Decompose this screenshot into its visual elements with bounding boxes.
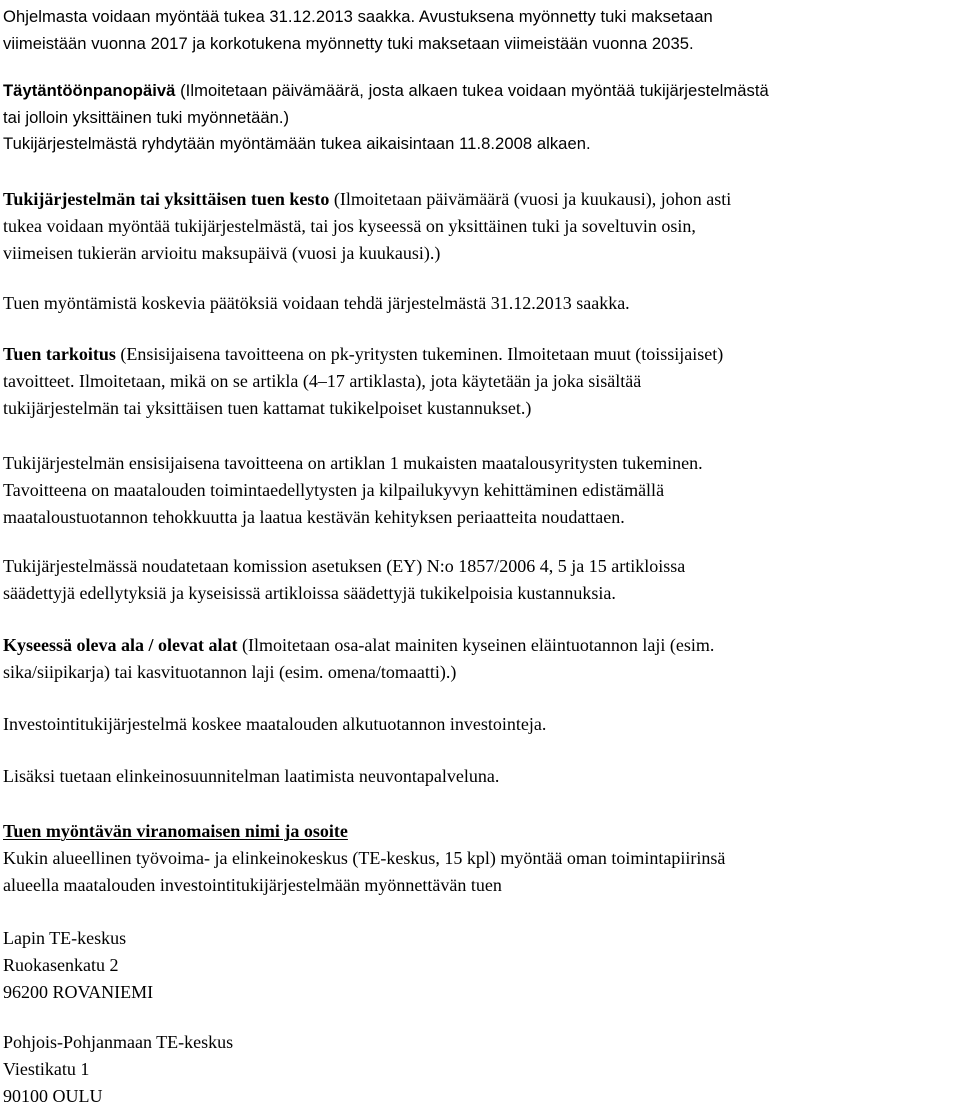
regulation-line-2: säädettyjä edellytyksiä ja kyseisissä artikloissa säädettyjä tukikelpoisia kustannuksia.: [3, 583, 616, 603]
sector-explanation-1: (Ilmoitetaan osa-alat mainiten kyseinen eläintuotannon laji (esim.: [237, 635, 715, 655]
sector-explanation-2: sika/siipikarja) tai kasvituotannon laji (esim. omena/tomaatti).): [3, 662, 457, 682]
sector-answer: Investointitukijärjestelmä koskee maatalouden alkutuotannon investointeja.: [3, 714, 547, 734]
authority-heading: Tuen myöntävän viranomaisen nimi ja osoite: [3, 821, 348, 841]
authority-text-1: Kukin alueellinen työvoima- ja elinkeinokeskus (TE-keskus, 15 kpl) myöntää oman toimintapiirinsä: [3, 848, 726, 868]
office-lapin: [3, 925, 958, 1006]
purpose-explanation-3: tukijärjestelmän tai yksittäisen tuen kattamat tukikelpoiset kustannukset.): [3, 398, 532, 418]
duration-explanation-1: (Ilmoitetaan päivämäärä (vuosi ja kuukausi), johon asti: [329, 189, 732, 209]
purpose-answer-1: Tukijärjestelmän ensisijaisena tavoitteena on artiklan 1 mukaisten maatalousyritysten tukeminen.: [3, 453, 703, 473]
implementation-date-heading: Täytäntöönpanopäivä: [3, 81, 176, 100]
duration-answer-block: [3, 290, 958, 317]
implementation-date-explanation-2: tai jolloin yksittäinen tuki myönnetään.): [3, 107, 290, 127]
purpose-heading: Tuen tarkoitus: [3, 344, 116, 364]
office-street: Viestikatu 1: [3, 1059, 90, 1079]
implementation-date-section: [3, 78, 958, 158]
office-name: Pohjois-Pohjanmaan TE-keskus: [3, 1032, 234, 1052]
sector-heading: Kyseessä oleva ala / olevat alat: [3, 635, 238, 655]
sector-additional: Lisäksi tuetaan elinkeinosuunnitelman laatimista neuvontapalveluna.: [3, 766, 500, 786]
purpose-section: [3, 341, 958, 422]
purpose-explanation-1: (Ensisijaisena tavoitteena on pk-yritysten tukeminen. Ilmoitetaan muut (toissijaiset): [115, 344, 724, 364]
duration-explanation-3: viimeisen tukierän arvioitu maksupäivä (vuosi ja kuukausi).): [3, 243, 441, 263]
implementation-date-explanation-1: (Ilmoitetaan päivämäärä, josta alkaen tukea voidaan myöntää tukijärjestelmästä: [175, 81, 769, 100]
sector-section: [3, 632, 958, 686]
purpose-line-1: [3, 341, 958, 368]
purpose-answer-2: Tavoitteena on maatalouden toimintaedellytysten ja kilpailukyvyn kehittäminen edistämällä: [3, 480, 665, 500]
purpose-answer-block: [3, 450, 958, 531]
office-pohjois-pohjanmaa: [3, 1029, 958, 1110]
sector-additional-block: [3, 763, 958, 790]
duration-heading: Tukijärjestelmän tai yksittäisen tuen kesto: [3, 189, 330, 209]
office-name: Lapin TE-keskus: [3, 928, 127, 948]
sector-answer-block: [3, 711, 958, 738]
regulation-line-1: Tukijärjestelmässä noudatetaan komission asetuksen (EY) N:o 1857/2006 4, 5 ja 15 artikloissa: [3, 556, 686, 576]
office-city: 96200 ROVANIEMI: [3, 982, 154, 1002]
duration-section: [3, 186, 958, 267]
intro-line-1: Ohjelmasta voidaan myöntää tukea 31.12.2013 saakka. Avustuksena myönnetty tuki maksetaan: [3, 7, 713, 26]
authority-text-2: alueella maatalouden investointitukijärjestelmään myönnettävän tuen: [3, 875, 502, 895]
regulation-block: [3, 553, 958, 607]
duration-answer: Tuen myöntämistä koskevia päätöksiä voidaan tehdä järjestelmästä 31.12.2013 saakka.: [3, 293, 630, 313]
sector-line-1: [3, 632, 958, 659]
purpose-answer-3: maataloustuotannon tehokkuutta ja laatua kestävän kehityksen periaatteita noudattaen.: [3, 507, 625, 527]
authority-heading-line: [3, 818, 958, 845]
office-street: Ruokasenkatu 2: [3, 955, 119, 975]
office-city: 90100 OULU: [3, 1086, 103, 1106]
duration-explanation-2: tukea voidaan myöntää tukijärjestelmästä, tai jos kyseessä on yksittäinen tuki ja soveltuvin osin,: [3, 216, 696, 236]
implementation-date-answer: Tukijärjestelmästä ryhdytään myöntämään tukea aikaisintaan 11.8.2008 alkaen.: [3, 134, 591, 153]
intro-line-2: viimeistään vuonna 2017 ja korkotukena myönnetty tuki maksetaan viimeistään vuonna 2035.: [3, 33, 694, 53]
authority-section: [3, 818, 958, 899]
duration-line-1: [3, 186, 958, 213]
implementation-date-line-1: [3, 78, 958, 105]
purpose-explanation-2: tavoitteet. Ilmoitetaan, mikä on se artikla (4–17 artiklasta), jota käytetään ja joka sisältää: [3, 371, 642, 391]
intro-paragraph: [3, 4, 958, 57]
